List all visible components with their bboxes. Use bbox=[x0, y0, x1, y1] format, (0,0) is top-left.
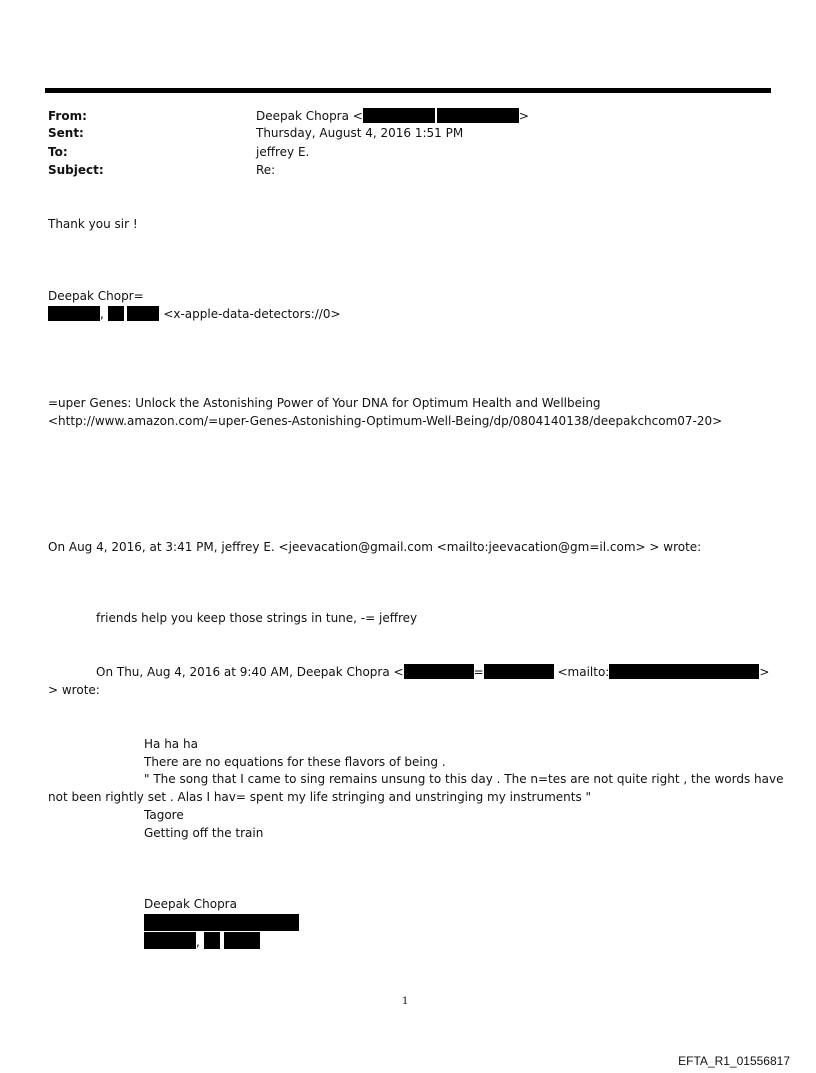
quote2-prefix: On Thu, Aug 4, 2016 at 9:40 AM, Deepak Chopra < bbox=[96, 665, 404, 679]
from-label: From: bbox=[48, 109, 87, 123]
from-close: > bbox=[518, 109, 529, 123]
redaction-block bbox=[224, 932, 260, 949]
redaction-block bbox=[204, 932, 220, 949]
redaction-block bbox=[108, 306, 124, 321]
quote2-header bbox=[96, 664, 769, 681]
redaction-block bbox=[127, 306, 159, 321]
sent-value: Thursday, August 4, 2016 1:51 PM bbox=[256, 126, 464, 140]
tagore-quote-line1: " The song that I came to sing remains unsung to this day . The n=tes are not quite right , the words have bbox=[144, 772, 784, 786]
redaction-block bbox=[484, 664, 554, 679]
equations-line: There are no equations for these flavors of being . bbox=[144, 755, 446, 769]
book-title: =uper Genes: Unlock the Astonishing Power of Your DNA for Optimum Health and Wellbeing bbox=[48, 396, 601, 410]
redaction-block bbox=[609, 664, 759, 679]
signature2-name: Deepak Chopra bbox=[144, 897, 237, 911]
quote1-header: On Aug 4, 2016, at 3:41 PM, jeffrey E. <jeevacation@gmail.com <mailto:jeevacation@gm=il.com> > wrote: bbox=[48, 540, 702, 554]
quote2-close: > bbox=[759, 665, 770, 679]
redaction-block bbox=[363, 108, 435, 123]
book-url[interactable]: <http://www.amazon.com/=uper-Genes-Astonishing-Optimum-Well-Being/dp/0804140138/deepakchcom07-20> bbox=[48, 414, 723, 428]
redaction-block bbox=[437, 108, 519, 123]
sent-label: Sent: bbox=[48, 126, 84, 140]
redaction-block bbox=[48, 306, 100, 321]
thanks-line: Thank you sir ! bbox=[48, 217, 138, 231]
tagore-quote-line2: not been rightly set . Alas I hav= spent my life stringing and unstringing my instruments " bbox=[48, 790, 592, 804]
quote2-mailto: <mailto: bbox=[557, 665, 610, 679]
signature2-address bbox=[144, 932, 260, 951]
subject-value: Re: bbox=[256, 163, 276, 177]
from-value bbox=[256, 108, 529, 125]
signature2-separator: , bbox=[196, 935, 200, 949]
signature-separator: , bbox=[100, 307, 104, 321]
from-name: Deepak Chopra < bbox=[256, 109, 363, 123]
header-rule bbox=[45, 88, 771, 93]
quote1-text: friends help you keep those strings in tune, -= jeffrey bbox=[96, 611, 418, 625]
redaction-block bbox=[144, 914, 299, 931]
quote2-eq: = bbox=[473, 665, 484, 679]
redaction-block bbox=[144, 932, 196, 949]
train-line: Getting off the train bbox=[144, 826, 264, 840]
to-value: jeffrey E. bbox=[256, 145, 310, 159]
signature-link: <x-apple-data-detectors://0> bbox=[163, 307, 341, 321]
redaction-block bbox=[404, 664, 474, 679]
page-number: 1 bbox=[402, 996, 409, 1007]
tagore-attribution: Tagore bbox=[144, 808, 184, 822]
document-id: EFTA_R1_01556817 bbox=[678, 1054, 790, 1068]
signature-address bbox=[48, 306, 341, 323]
to-label: To: bbox=[48, 145, 68, 159]
haha-line: Ha ha ha bbox=[144, 737, 198, 751]
subject-label: Subject: bbox=[48, 163, 104, 177]
quote2-wrote: > wrote: bbox=[48, 683, 100, 697]
signature-name: Deepak Chopr= bbox=[48, 289, 144, 303]
